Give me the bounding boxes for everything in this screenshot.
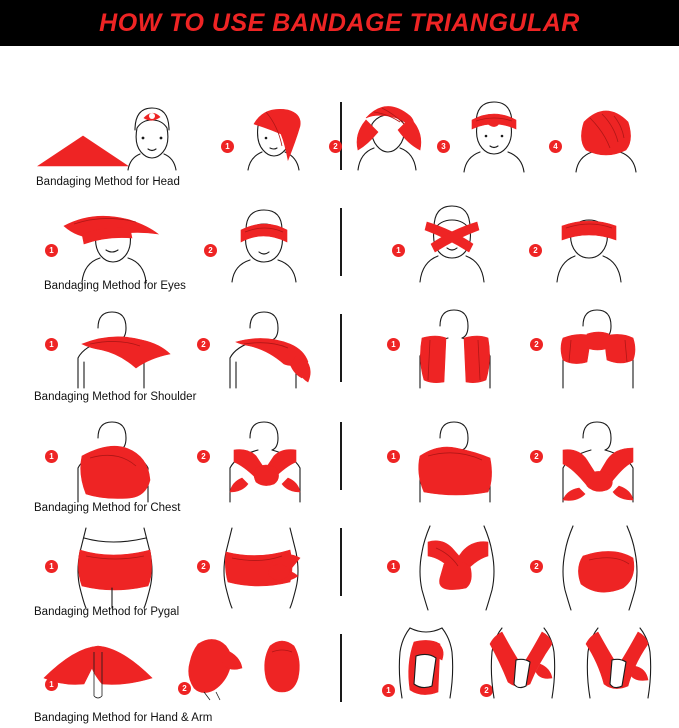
panel-shoulder-step2	[212, 306, 322, 388]
panel-arm-step3	[576, 626, 662, 700]
step-badge-shoulder-2: 2	[197, 338, 210, 351]
panel-head-step2	[344, 90, 430, 174]
caption-head: Bandaging Method for Head	[36, 176, 180, 188]
page-title: HOW TO USE BANDAGE TRIANGULAR	[99, 8, 580, 37]
step-badge-shoulder-r1: 1	[387, 338, 400, 351]
panel-hand-step1	[40, 632, 170, 704]
step-badge-pygal-1: 1	[45, 560, 58, 573]
caption-shoulder: Bandaging Method for Shoulder	[34, 391, 197, 403]
caption-hand-arm: Bandaging Method for Hand & Arm	[34, 712, 213, 724]
panel-pygal-right1	[402, 522, 508, 610]
step-badge-chest-1: 1	[45, 450, 58, 463]
step-badge-head-2: 2	[329, 140, 342, 153]
title-bar	[0, 0, 679, 46]
panel-pygal-right2	[545, 522, 651, 610]
step-badge-head-3: 3	[437, 140, 450, 153]
step-badge-pygal-r2: 2	[530, 560, 543, 573]
panel-chest-step2	[212, 416, 322, 502]
step-badge-head-1: 1	[221, 140, 234, 153]
diagram-content	[0, 46, 679, 724]
step-badge-hand-1: 1	[45, 678, 58, 691]
panel-head-step4	[564, 96, 648, 174]
step-badge-arm-2: 2	[480, 684, 493, 697]
panel-chest-step1	[60, 416, 170, 502]
panel-arm-step1	[380, 626, 460, 700]
step-badge-eyes-2: 2	[204, 244, 217, 257]
panel-head-intro	[36, 94, 166, 174]
step-badge-chest-r2: 2	[530, 450, 543, 463]
panel-chest-right1	[402, 416, 508, 502]
step-badge-shoulder-r2: 2	[530, 338, 543, 351]
caption-eyes: Bandaging Method for Eyes	[44, 280, 186, 292]
step-badge-shoulder-1: 1	[45, 338, 58, 351]
panel-head-step1	[236, 96, 306, 172]
step-badge-eyes-r1: 1	[392, 244, 405, 257]
panel-shoulder-step1	[60, 306, 180, 388]
panel-head-step3	[452, 96, 536, 174]
panel-eyes-right2	[544, 200, 634, 284]
step-badge-eyes-1: 1	[45, 244, 58, 257]
step-badge-arm-1: 1	[382, 684, 395, 697]
panel-shoulder-right1	[402, 304, 508, 388]
panel-arm-step2	[480, 626, 566, 700]
step-badge-hand-2: 2	[178, 682, 191, 695]
step-badge-pygal-r1: 1	[387, 560, 400, 573]
step-badge-chest-2: 2	[197, 450, 210, 463]
panel-shoulder-right2	[545, 304, 651, 388]
caption-chest: Bandaging Method for Chest	[34, 502, 181, 514]
panel-hand-step3	[258, 634, 308, 698]
step-badge-eyes-r2: 2	[529, 244, 542, 257]
step-badge-chest-r1: 1	[387, 450, 400, 463]
section-hand-arm	[0, 618, 679, 728]
panel-pygal-step1	[60, 526, 170, 610]
section-shoulder	[0, 298, 679, 408]
panel-eyes-step1	[60, 200, 170, 284]
section-chest	[0, 404, 679, 516]
panel-hand-step2	[178, 634, 248, 700]
section-pygal	[0, 512, 679, 622]
panel-eyes-right1	[407, 200, 497, 284]
step-badge-head-4: 4	[549, 140, 562, 153]
panel-pygal-step2	[212, 526, 322, 610]
caption-pygal: Bandaging Method for Pygal	[34, 606, 180, 618]
panel-chest-right2	[545, 416, 651, 502]
step-badge-pygal-2: 2	[197, 560, 210, 573]
panel-eyes-step2	[219, 204, 309, 284]
section-head	[0, 54, 679, 188]
section-eyes	[0, 186, 679, 296]
